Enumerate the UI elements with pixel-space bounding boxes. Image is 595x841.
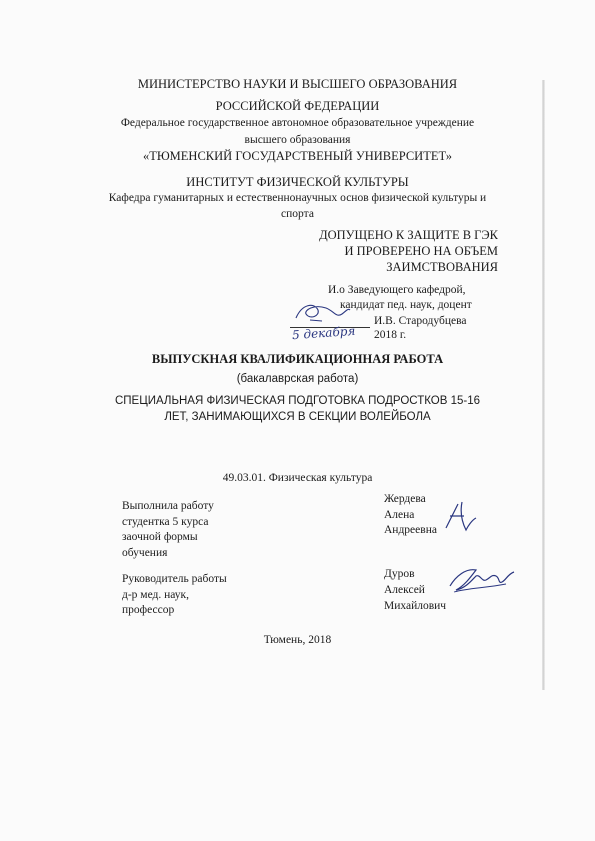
author-role-line1: Выполнила работу: [122, 500, 214, 512]
institution-type-line1: Федеральное государственное автономное образовательное учреждение: [120, 117, 475, 129]
author-signature: [440, 498, 480, 538]
institution-type-line2: высшего образования: [244, 134, 351, 146]
topic-line2: ЛЕТ, ЗАНИМАЮЩИХСЯ В СЕКЦИИ ВОЛЕЙБОЛА: [164, 411, 431, 423]
author-name: Алена: [384, 509, 415, 521]
country-line: РОССИЙСКОЙ ФЕДЕРАЦИИ: [215, 99, 380, 113]
institute-name: ИНСТИТУТ ФИЗИЧЕСКОЙ КУЛЬТУРЫ: [186, 175, 409, 189]
supervisor-name: Алексей: [384, 584, 425, 596]
admission-line3: ЗАИМСТВОВАНИЯ: [386, 260, 498, 274]
head-degree: кандидат пед. наук, доцент: [340, 299, 472, 311]
department-line1: Кафедра гуманитарных и естественнонаучных основ физической культуры и: [108, 192, 487, 204]
department-line2: спорта: [281, 208, 314, 220]
admission-year: 2018 г.: [374, 329, 407, 341]
supervisor-patronymic: Михайлович: [384, 600, 447, 612]
admission-line1: ДОПУЩЕНО К ЗАЩИТЕ В ГЭК: [319, 228, 498, 242]
admission-line2: И ПРОВЕРЕНО НА ОБЪЕМ: [344, 244, 498, 258]
author-patronymic: Андреевна: [384, 524, 437, 536]
supervisor-role-line2: д-р мед. наук,: [122, 589, 190, 601]
university-name: «ТЮМЕНСКИЙ ГОСУДАРСТВЕНЫЙ УНИВЕРСИТЕТ»: [142, 149, 453, 163]
head-role: И.о Заведующего кафедрой,: [328, 284, 466, 296]
work-title: ВЫПУСКНАЯ КВАЛИФИКАЦИОННАЯ РАБОТА: [151, 352, 444, 366]
head-signature: [292, 300, 352, 326]
supervisor-surname: Дуров: [384, 568, 415, 580]
head-name: И.В. Стародубцева: [374, 315, 467, 327]
ministry-line: МИНИСТЕРСТВО НАУКИ И ВЫСШЕГО ОБРАЗОВАНИЯ: [137, 77, 458, 91]
topic-line1: СПЕЦИАЛЬНАЯ ФИЗИЧЕСКАЯ ПОДГОТОВКА ПОДРОСТКОВ 15-16: [114, 395, 481, 407]
author-surname: Жердева: [384, 493, 426, 505]
supervisor-signature: [446, 560, 522, 600]
work-subtitle: (бакалаврская работа): [236, 373, 359, 385]
author-role-line4: обучения: [122, 547, 168, 559]
supervisor-role-line1: Руководитель работы: [122, 573, 227, 585]
author-role-line3: заочной формы: [122, 531, 198, 543]
supervisor-role-line3: профессор: [122, 604, 175, 616]
city-year: Тюмень, 2018: [263, 634, 332, 646]
specialty: 49.03.01. Физическая культура: [222, 472, 373, 484]
handwritten-date: 5 декабря: [291, 323, 356, 343]
author-role-line2: студентка 5 курса: [122, 516, 209, 528]
